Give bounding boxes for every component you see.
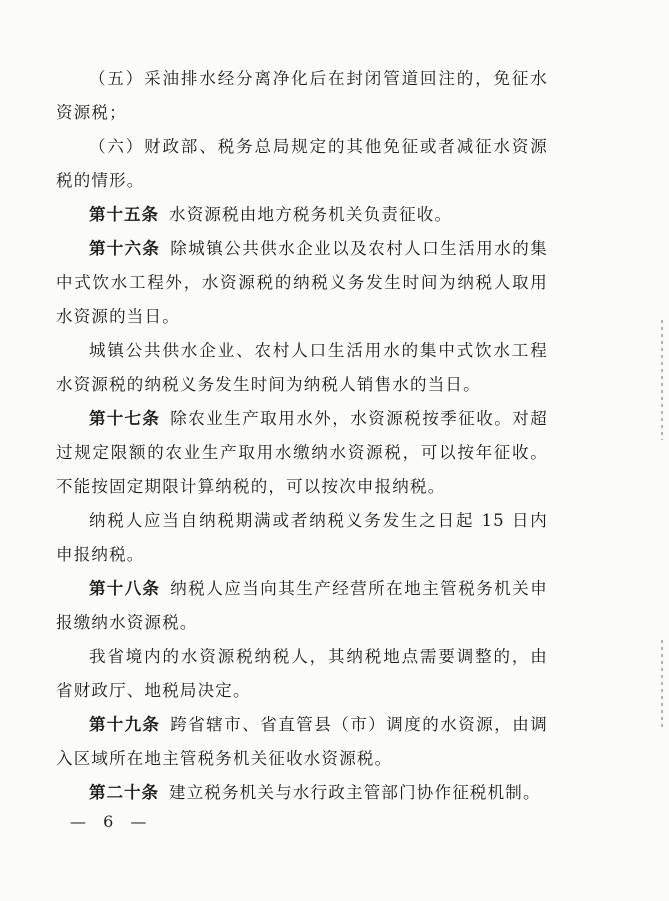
paragraph — [56, 232, 548, 334]
paragraph — [56, 198, 548, 232]
paragraph — [56, 334, 548, 402]
paragraph-text: 建立税务机关与水行政主管部门协作征税机制。 — [169, 783, 541, 802]
article-number: 第十六条 — [89, 239, 161, 258]
paragraph — [56, 504, 548, 572]
article-number: 第二十条 — [89, 783, 159, 802]
paragraph — [56, 572, 548, 640]
paragraph-text: 我省境内的水资源税纳税人，其纳税地点需要调整的，由省财政厅、地税局决定。 — [56, 647, 548, 700]
scan-edge-mark — [661, 640, 663, 730]
paragraph — [56, 640, 548, 708]
paragraph-text: 纳税人应当向其生产经营所在地主管税务机关申报缴纳水资源税。 — [56, 579, 548, 632]
page-number: — 6 — — [70, 812, 153, 831]
paragraph-text: 纳税人应当自纳税期满或者纳税义务发生之日起 15 日内申报纳税。 — [56, 511, 548, 564]
scan-edge-mark — [661, 320, 663, 440]
paragraph-text: 城镇公共供水企业、农村人口生活用水的集中式饮水工程水资源税的纳税义务发生时间为纳税人销售水的当日。 — [56, 341, 548, 394]
document-body — [56, 62, 548, 810]
paragraph-text: 除农业生产取用水外，水资源税按季征收。对超过规定限额的农业生产取用水缴纳水资源税，可以按年征收。不能按固定期限计算纳税的，可以按次申报纳税。 — [56, 409, 548, 496]
paragraph — [56, 130, 548, 198]
paragraph-text: （五）采油排水经分离净化后在封闭管道回注的，免征水资源税； — [56, 69, 548, 122]
paragraph-text: 水资源税由地方税务机关负责征收。 — [169, 205, 453, 224]
article-number: 第十八条 — [89, 579, 161, 598]
article-number: 第十九条 — [89, 715, 161, 734]
paragraph — [56, 776, 548, 810]
paragraph-text: （六）财政部、税务总局规定的其他免征或者减征水资源税的情形。 — [56, 137, 548, 190]
article-number: 第十七条 — [89, 409, 161, 428]
paragraph — [56, 708, 548, 776]
article-number: 第十五条 — [89, 205, 159, 224]
paragraph-text: 跨省辖市、省直管县（市）调度的水资源，由调入区域所在地主管税务机关征收水资源税。 — [56, 715, 548, 768]
paragraph — [56, 62, 548, 130]
paragraph — [56, 402, 548, 504]
paragraph-text: 除城镇公共供水企业以及农村人口生活用水的集中式饮水工程外，水资源税的纳税义务发生时间为纳税人取用水资源的当日。 — [56, 239, 548, 326]
